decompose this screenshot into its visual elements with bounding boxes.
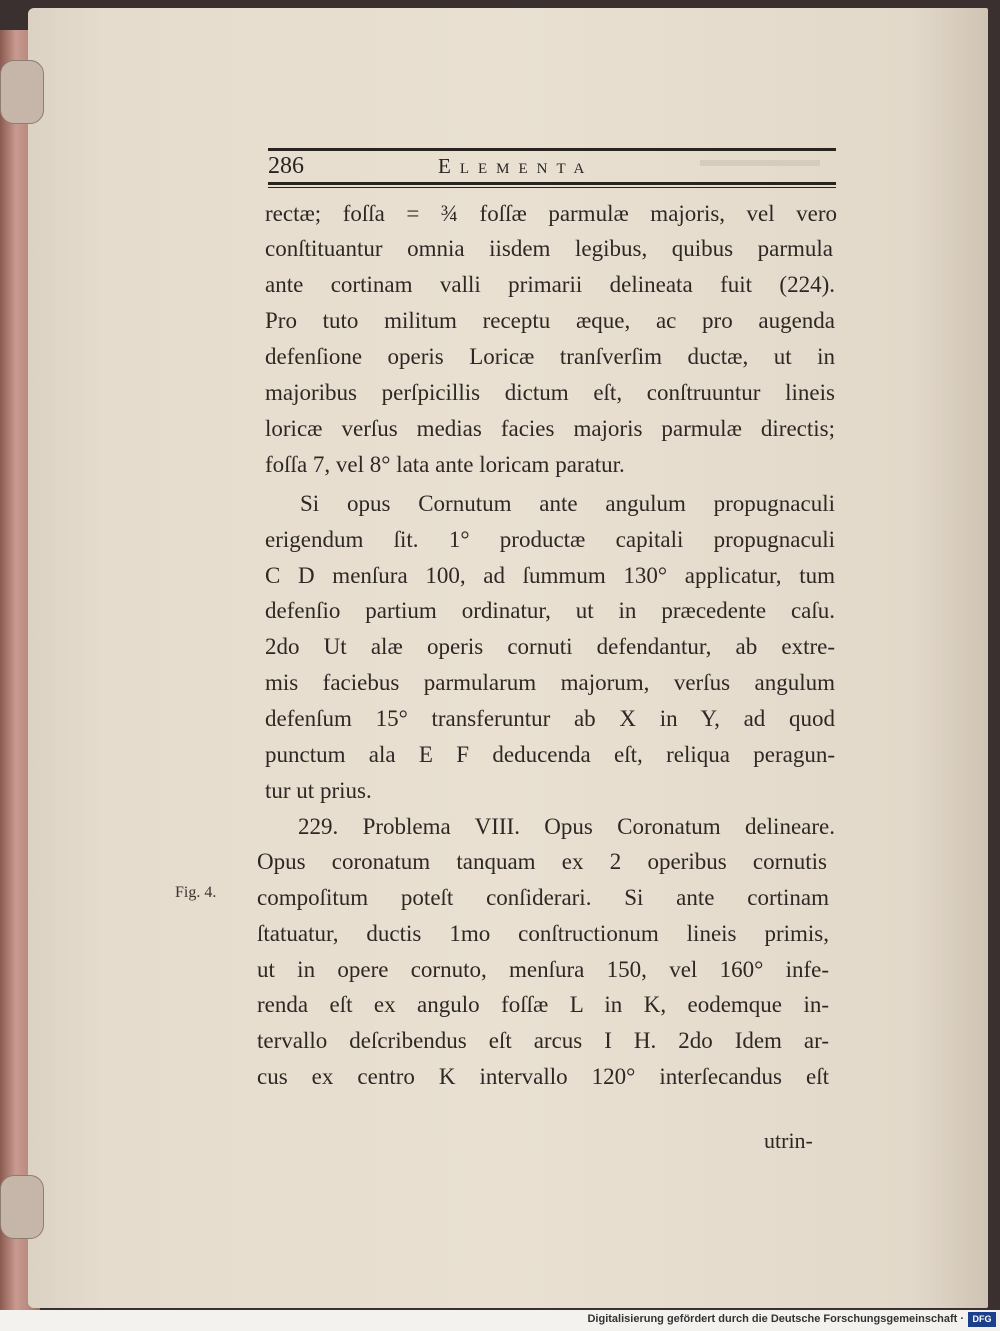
catchword: utrin- bbox=[764, 1128, 813, 1153]
margin-note-figure: Fig. 4. bbox=[175, 884, 217, 901]
header-rule-bottom bbox=[268, 182, 836, 185]
text-line: compoſitum poteſt conſiderari. Si ante cortinam bbox=[257, 885, 829, 910]
text-line: loricæ verſus medias facies majoris parmulæ directis; bbox=[265, 416, 835, 441]
text-line: Si opus Cornutum ante angulum propugnaculi bbox=[300, 491, 835, 516]
text-line: rectæ; foſſa = ¾ foſſæ parmulæ majoris, vel vero bbox=[265, 201, 837, 226]
text-line: punctum ala E F deducenda eſt, reliqua peragun- bbox=[265, 742, 835, 767]
text-line: defenſum 15° transferuntur ab X in Y, ad quod bbox=[265, 706, 835, 731]
binding-clip-bottom bbox=[0, 1175, 44, 1239]
header-rule-bottom-thin bbox=[268, 187, 836, 188]
text-line: mis faciebus parmularum majorum, verſus angulum bbox=[265, 670, 835, 695]
text-line: erigendum ſit. 1° productæ capitali propugnaculi bbox=[265, 527, 835, 552]
text-line: ut in opere cornuto, menſura 150, vel 160° infe- bbox=[257, 957, 829, 982]
text-line: Pro tuto militum receptu æque, ac pro augenda bbox=[265, 308, 835, 333]
header-rule-top bbox=[268, 148, 836, 151]
dfg-logo: DFG bbox=[968, 1312, 996, 1327]
text-line: tervallo deſcribendus eſt arcus I H. 2do Idem ar- bbox=[257, 1028, 829, 1053]
page-number: 286 bbox=[268, 153, 304, 179]
problem-heading: 229. Problema VIII. Opus Coronatum delineare. bbox=[298, 814, 835, 839]
page-header bbox=[268, 148, 836, 188]
text-line: Opus coronatum tanquam ex 2 operibus cornutis bbox=[257, 849, 827, 874]
text-line: foſſa 7, vel 8° lata ante loricam paratur. bbox=[265, 452, 625, 477]
text-line: defenſione operis Loricæ tranſverſim ductæ, ut in bbox=[265, 344, 835, 369]
binding-clip-top bbox=[0, 60, 44, 124]
text-line: majoribus perſpicillis dictum eſt, conſtruuntur lineis bbox=[265, 380, 835, 405]
text-line: ante cortinam valli primarii delineata fuit (224). bbox=[265, 272, 835, 297]
text-line: 2do Ut alæ operis cornuti defendantur, ab extre- bbox=[265, 634, 835, 659]
text-line: tur ut prius. bbox=[265, 778, 372, 803]
text-line: defenſio partium ordinatur, ut in præcedente caſu. bbox=[265, 598, 835, 623]
text-line: ſtatuatur, ductis 1mo conſtructionum lineis primis, bbox=[257, 921, 829, 946]
text-line: conſtituantur omnia iisdem legibus, quibus parmula bbox=[265, 236, 833, 261]
text-line: cus ex centro K intervallo 120° interſecandus eſt bbox=[257, 1064, 829, 1089]
text-line: renda eſt ex angulo foſſæ L in K, eodemque in- bbox=[257, 992, 829, 1017]
footer-credit: Digitalisierung gefördert durch die Deutsche Forschungsgemeinschaft · bbox=[587, 1313, 964, 1325]
body-text bbox=[257, 200, 837, 1140]
text-line: C D menſura 100, ad ſummum 130° applicatur, tum bbox=[265, 563, 835, 588]
running-head: Elementa bbox=[438, 154, 594, 178]
